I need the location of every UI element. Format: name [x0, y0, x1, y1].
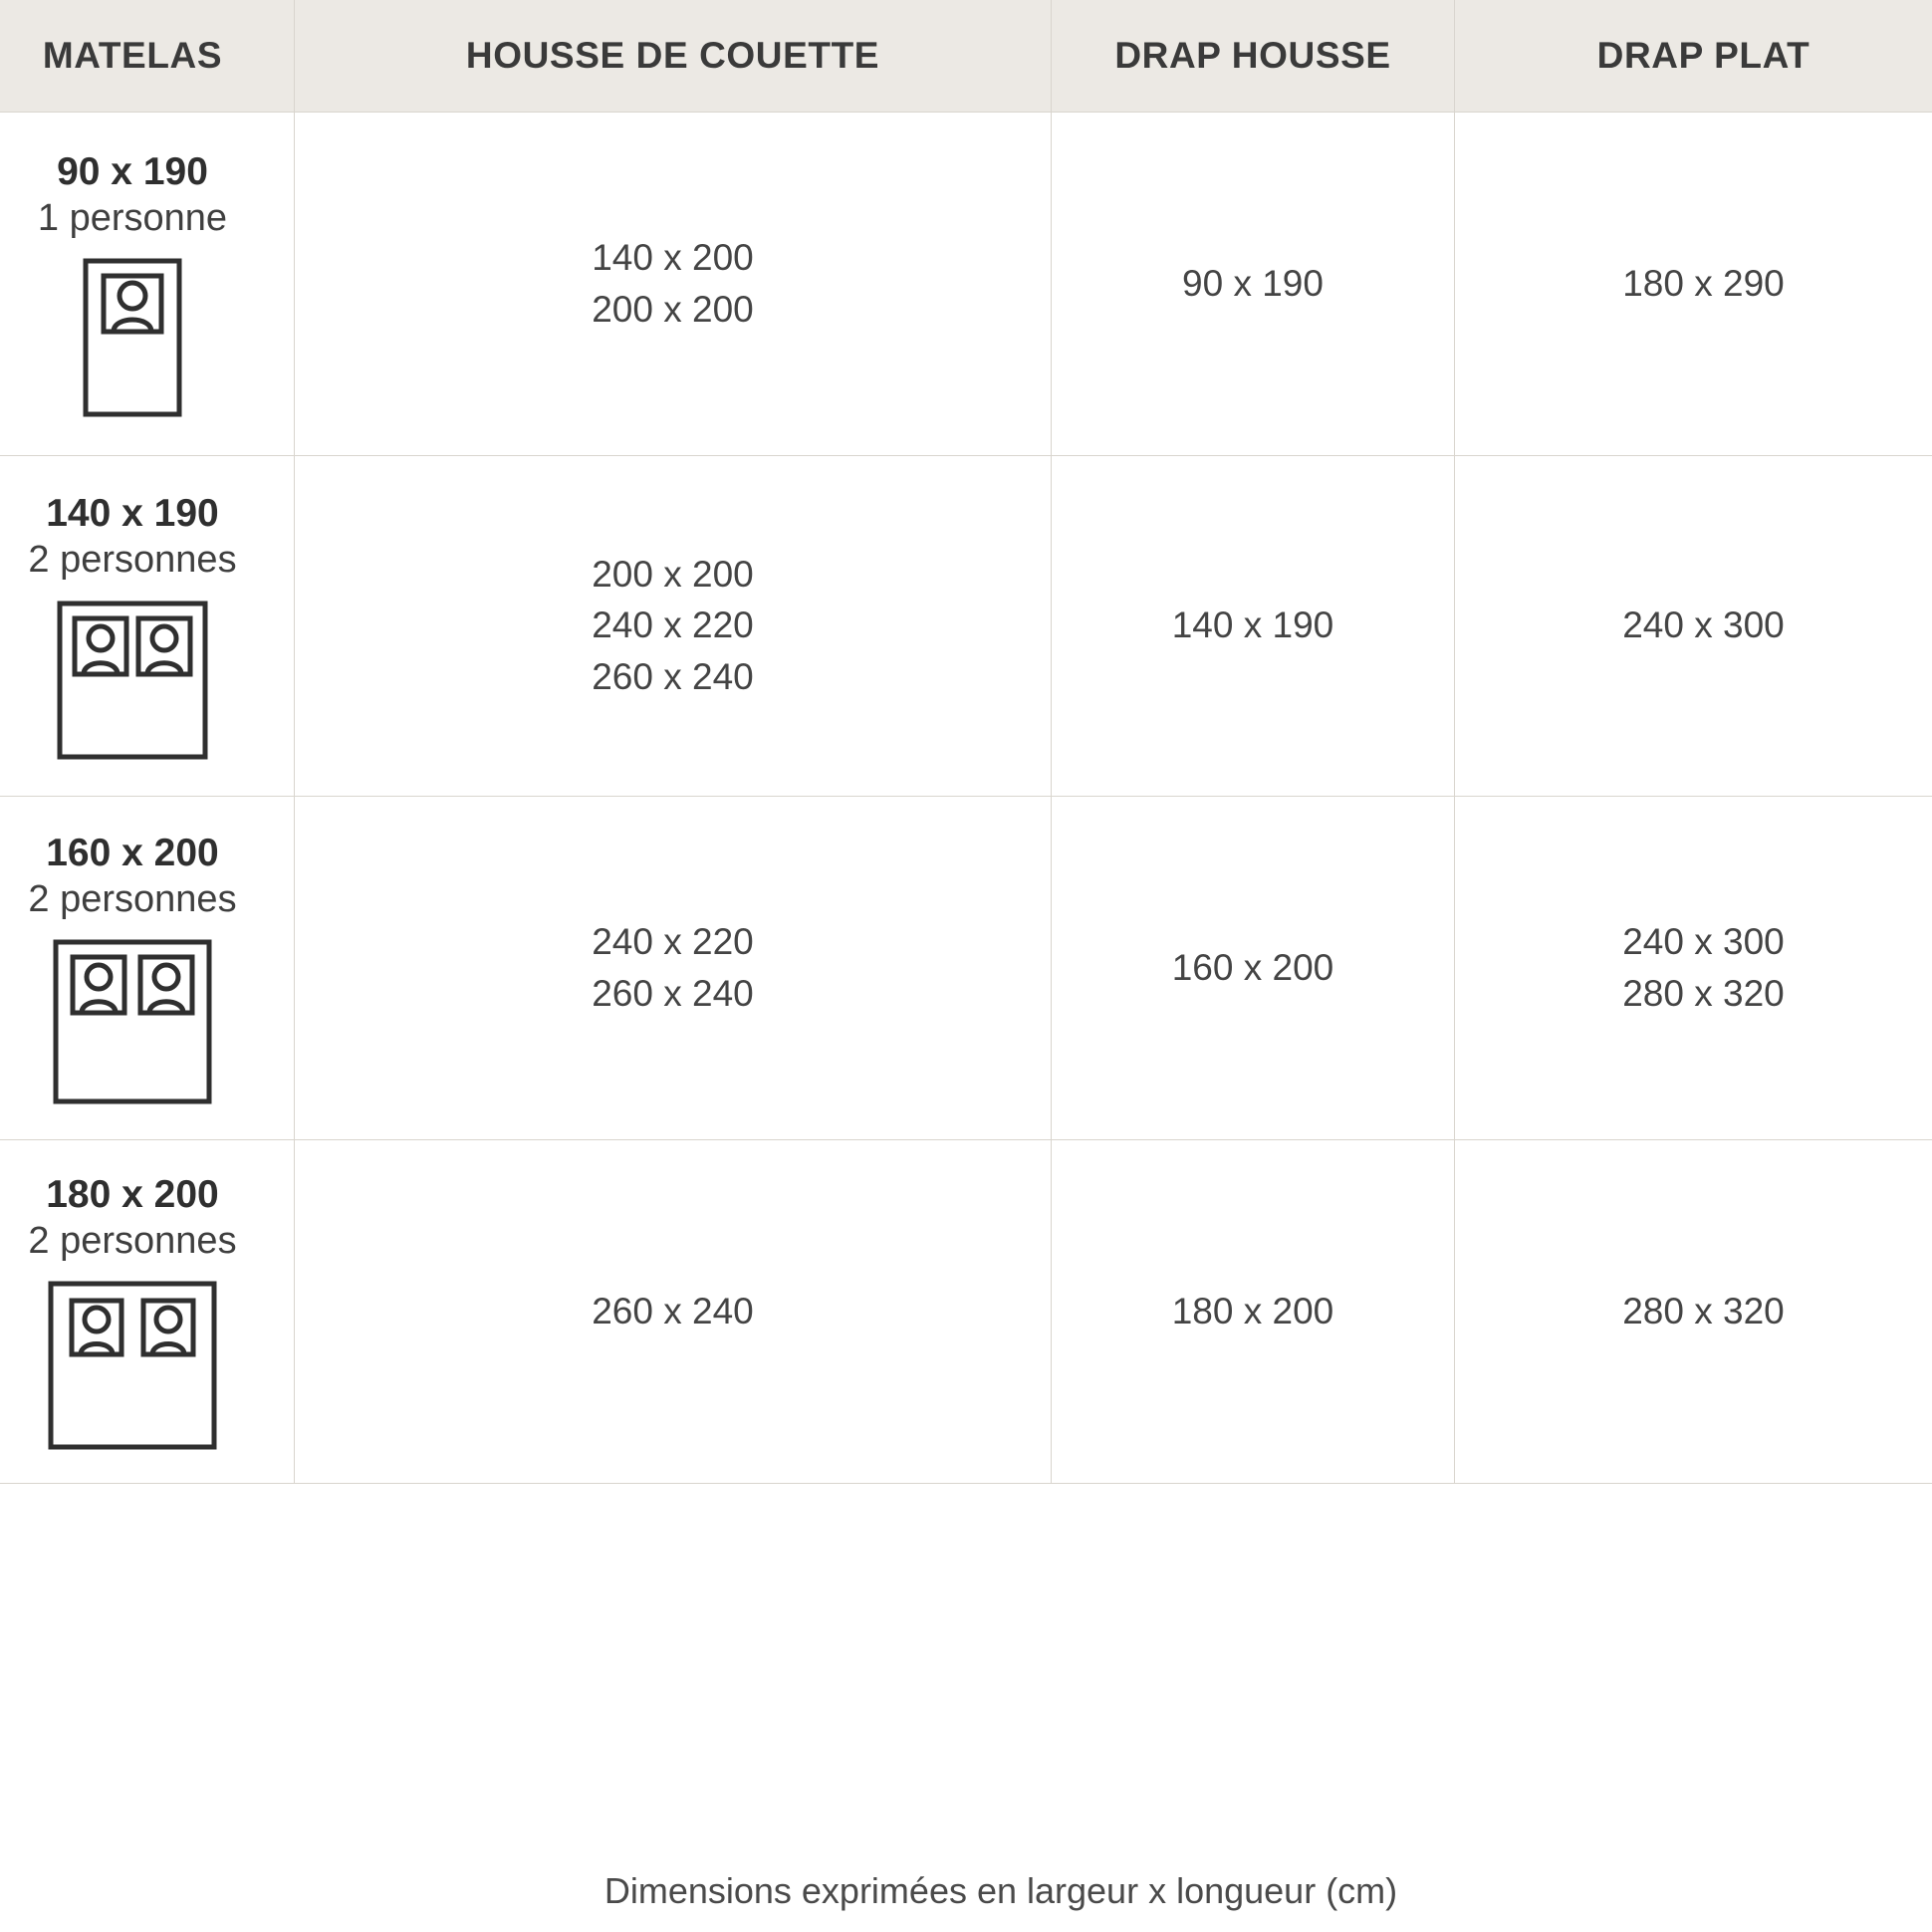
- dimension-value: 240 x 300: [1622, 604, 1785, 646]
- cell-drap-housse: [1052, 796, 1455, 1139]
- dimension-list: [305, 232, 1041, 335]
- dimension-value: 90 x 190: [1182, 262, 1324, 304]
- cell-matelas: [0, 455, 295, 796]
- dimension-list: [1062, 1286, 1444, 1336]
- dimension-value: 200 x 200: [592, 288, 754, 330]
- dimension-value: 260 x 240: [592, 1290, 754, 1331]
- cell-matelas: [0, 796, 295, 1139]
- dimension-value: 280 x 320: [1622, 1290, 1785, 1331]
- dimension-value: 180 x 200: [1171, 1290, 1334, 1331]
- bed-icon-wrapper: [0, 258, 284, 417]
- cell-drap-housse: [1052, 1139, 1455, 1483]
- dimension-value: 280 x 320: [1622, 972, 1785, 1014]
- dimension-value: 240 x 220: [592, 921, 754, 963]
- cell-drap-housse: [1052, 112, 1455, 455]
- table-row: [0, 796, 1932, 1139]
- cell-matelas: [0, 1139, 295, 1483]
- dimension-list: [1465, 258, 1932, 309]
- column-header-housse-de-couette: HOUSSE DE COUETTE: [295, 0, 1052, 112]
- dimension-list: [305, 1286, 1041, 1336]
- bed-single-icon: [83, 258, 182, 417]
- bed-icon-wrapper: [0, 1281, 284, 1450]
- column-header-drap-plat: DRAP PLAT: [1455, 0, 1932, 112]
- matelas-size-label: 140 x 190: [46, 492, 219, 536]
- cell-drap-plat: [1455, 112, 1932, 455]
- dimension-list: [1465, 1286, 1932, 1336]
- bed-double-icon: [53, 939, 212, 1104]
- dimension-list: [1465, 600, 1932, 650]
- matelas-occupancy-label: 2 personnes: [28, 1219, 237, 1262]
- dimension-list: [1062, 258, 1444, 309]
- cell-housse-de-couette: [295, 1139, 1052, 1483]
- dimension-value: 140 x 190: [1171, 604, 1334, 646]
- dimension-list: [1062, 942, 1444, 993]
- column-header-drap-housse: DRAP HOUSSE: [1052, 0, 1455, 112]
- bed-double-icon: [48, 1281, 217, 1450]
- matelas-size-label: 90 x 190: [57, 149, 208, 193]
- column-header-matelas: MATELAS: [0, 0, 295, 112]
- dimension-value: 240 x 220: [592, 604, 754, 646]
- matelas-occupancy-label: 2 personnes: [28, 539, 237, 582]
- dimension-value: 160 x 200: [1171, 946, 1334, 988]
- table-header-row: [0, 0, 1932, 112]
- cell-drap-plat: [1455, 796, 1932, 1139]
- matelas-occupancy-label: 2 personnes: [28, 877, 237, 920]
- cell-housse-de-couette: [295, 455, 1052, 796]
- dimension-list: [305, 916, 1041, 1019]
- matelas-occupancy-label: 1 personne: [37, 196, 228, 239]
- table-row: [0, 112, 1932, 455]
- dimension-list: [1465, 916, 1932, 1019]
- dimension-value: 260 x 240: [592, 972, 754, 1014]
- table-body: [0, 112, 1932, 1483]
- cell-drap-housse: [1052, 455, 1455, 796]
- table-row: [0, 455, 1932, 796]
- dimension-list: [305, 549, 1041, 702]
- cell-housse-de-couette: [295, 112, 1052, 455]
- dimension-value: 200 x 200: [592, 553, 754, 595]
- dimension-value: 240 x 300: [1622, 921, 1785, 963]
- dimension-list: [1062, 600, 1444, 650]
- cell-drap-plat: [1455, 1139, 1932, 1483]
- dimension-value: 260 x 240: [592, 655, 754, 697]
- cell-matelas: [0, 112, 295, 455]
- table-header: [0, 0, 1932, 112]
- matelas-size-label: 160 x 200: [46, 831, 219, 874]
- dimension-value: 140 x 200: [592, 237, 754, 279]
- bed-icon-wrapper: [0, 601, 284, 760]
- dimension-value: 180 x 290: [1622, 262, 1785, 304]
- matelas-size-label: 180 x 200: [46, 1172, 219, 1216]
- bed-icon-wrapper: [0, 939, 284, 1104]
- table-row: [0, 1139, 1932, 1483]
- bed-double-icon: [57, 601, 208, 760]
- cell-housse-de-couette: [295, 796, 1052, 1139]
- cell-drap-plat: [1455, 455, 1932, 796]
- footnote-text: Dimensions exprimées en largeur x longueur (cm): [604, 1870, 1398, 1911]
